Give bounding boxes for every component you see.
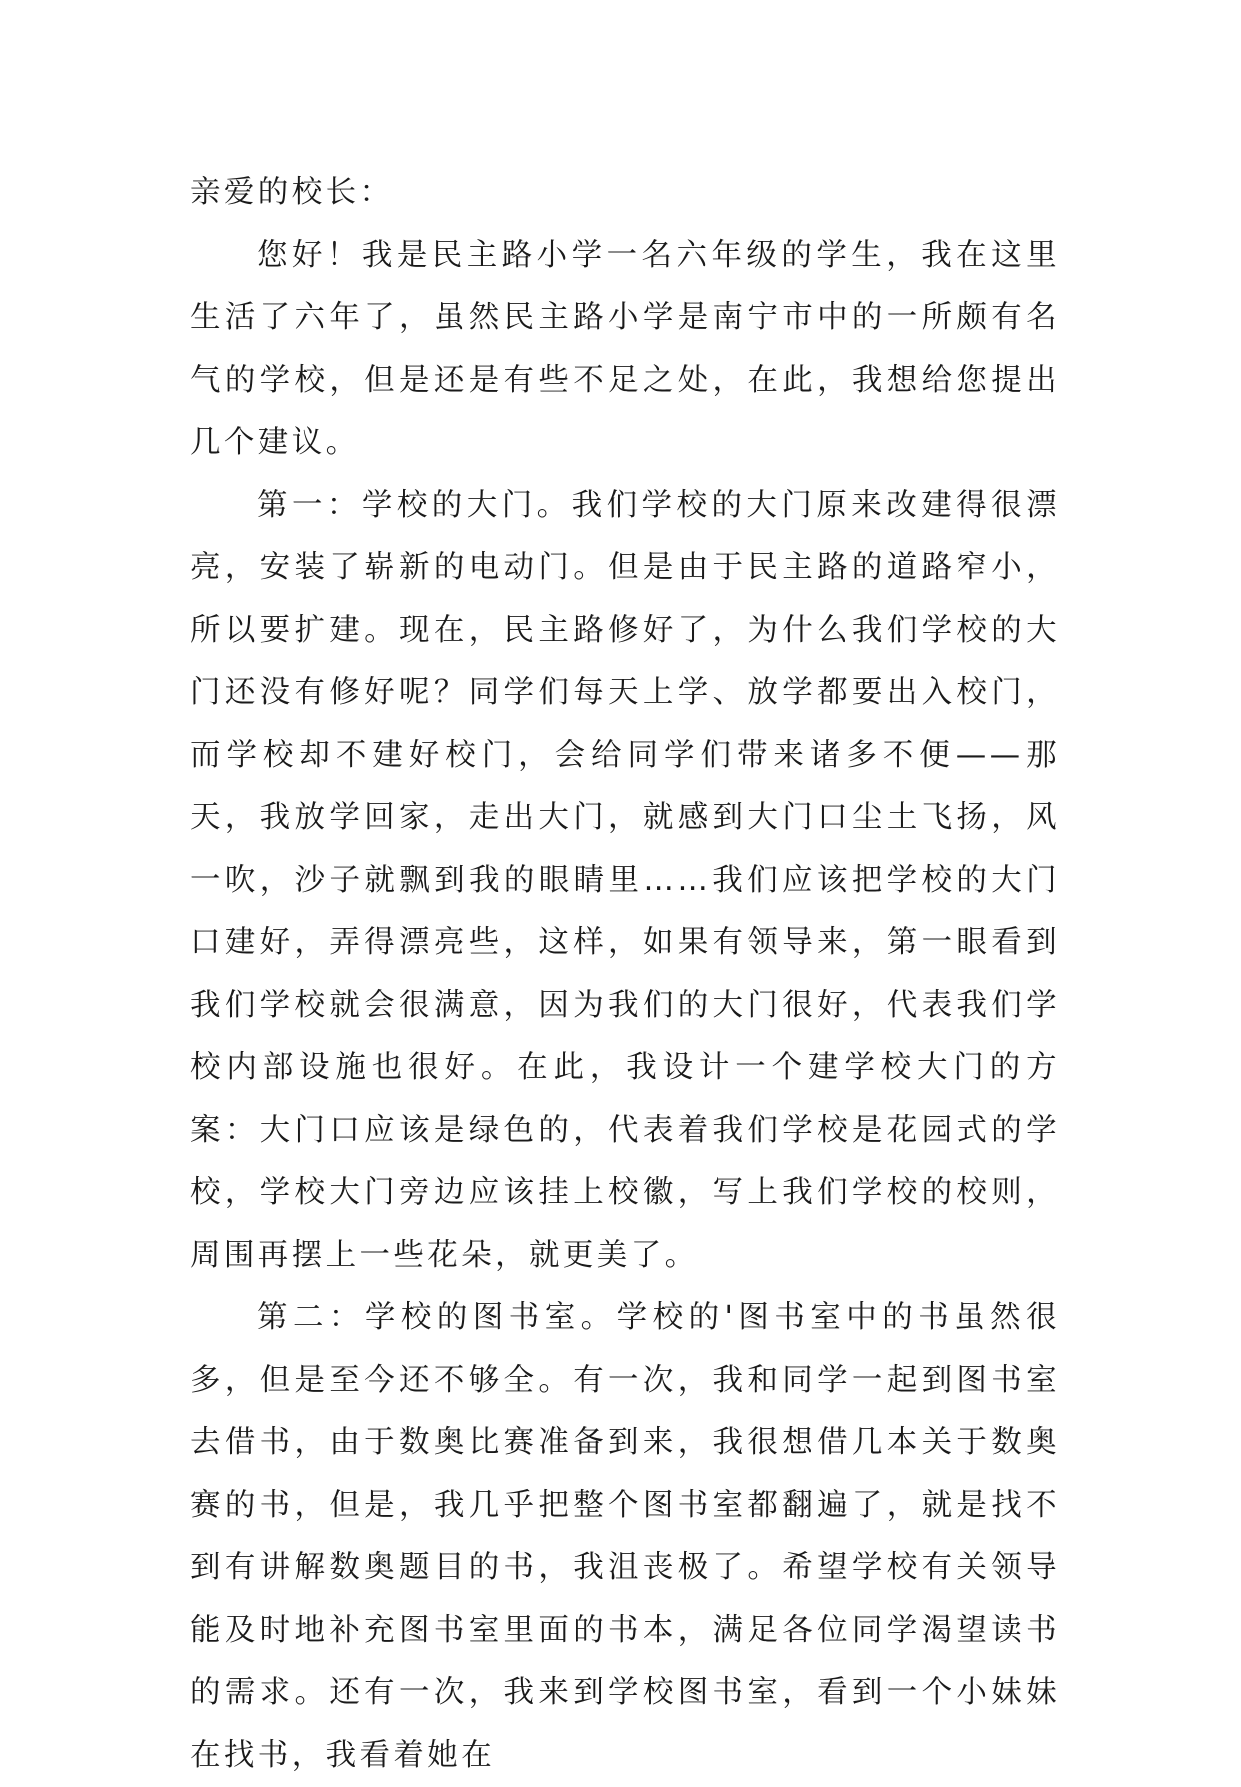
paragraph-greeting: 您好！我是民主路小学一名六年级的学生，我在这里生活了六年了，虽然民主路小学是南宁市中的一所颇有名气的学校，但是还是有些不足之处，在此，我想给您提出几个建议。	[190, 237, 1060, 460]
salutation: 亲爱的校长：	[190, 175, 394, 210]
paragraph-library: 第二：学校的图书室。学校的'图书室中的书虽然很多，但是至今还不够全。有一次，我和同学一起到图书室去借书，由于数奥比赛准备到来，我很想借几本关于数奥赛的书，但是，我几乎把整个图书室都翻遍了，就是找不到有讲解数奥题目的书，我沮丧极了。希望学校有关领导能及时地补充图书室里面的书本，满足各位同学渴望读书的需求。还有一次，我来到学校图书室，看到一个小妹妹在找书，我看着她在	[190, 1300, 1060, 1773]
paragraph-school-gate: 第一：学校的大门。我们学校的大门原来改建得很漂亮，安装了崭新的电动门。但是由于民主路的道路窄小，所以要扩建。现在，民主路修好了，为什么我们学校的大门还没有修好呢？同学们每天上学、放学都要出入校门，而学校却不建好校门，会给同学们带来诸多不便——那天，我放学回家，走出大门，就感到大门口尘土飞扬，风一吹，沙子就飘到我的眼睛里……我们应该把学校的大门口建好，弄得漂亮些，这样，如果有领导来，第一眼看到我们学校就会很满意，因为我们的大门很好，代表我们学校内部设施也很好。在此，我设计一个建学校大门的方案：大门口应该是绿色的，代表着我们学校是花园式的学校，学校大门旁边应该挂上校徽，写上我们学校的校则，周围再摆上一些花朵，就更美了。	[190, 487, 1060, 1273]
letter-body	[190, 162, 1060, 1787]
